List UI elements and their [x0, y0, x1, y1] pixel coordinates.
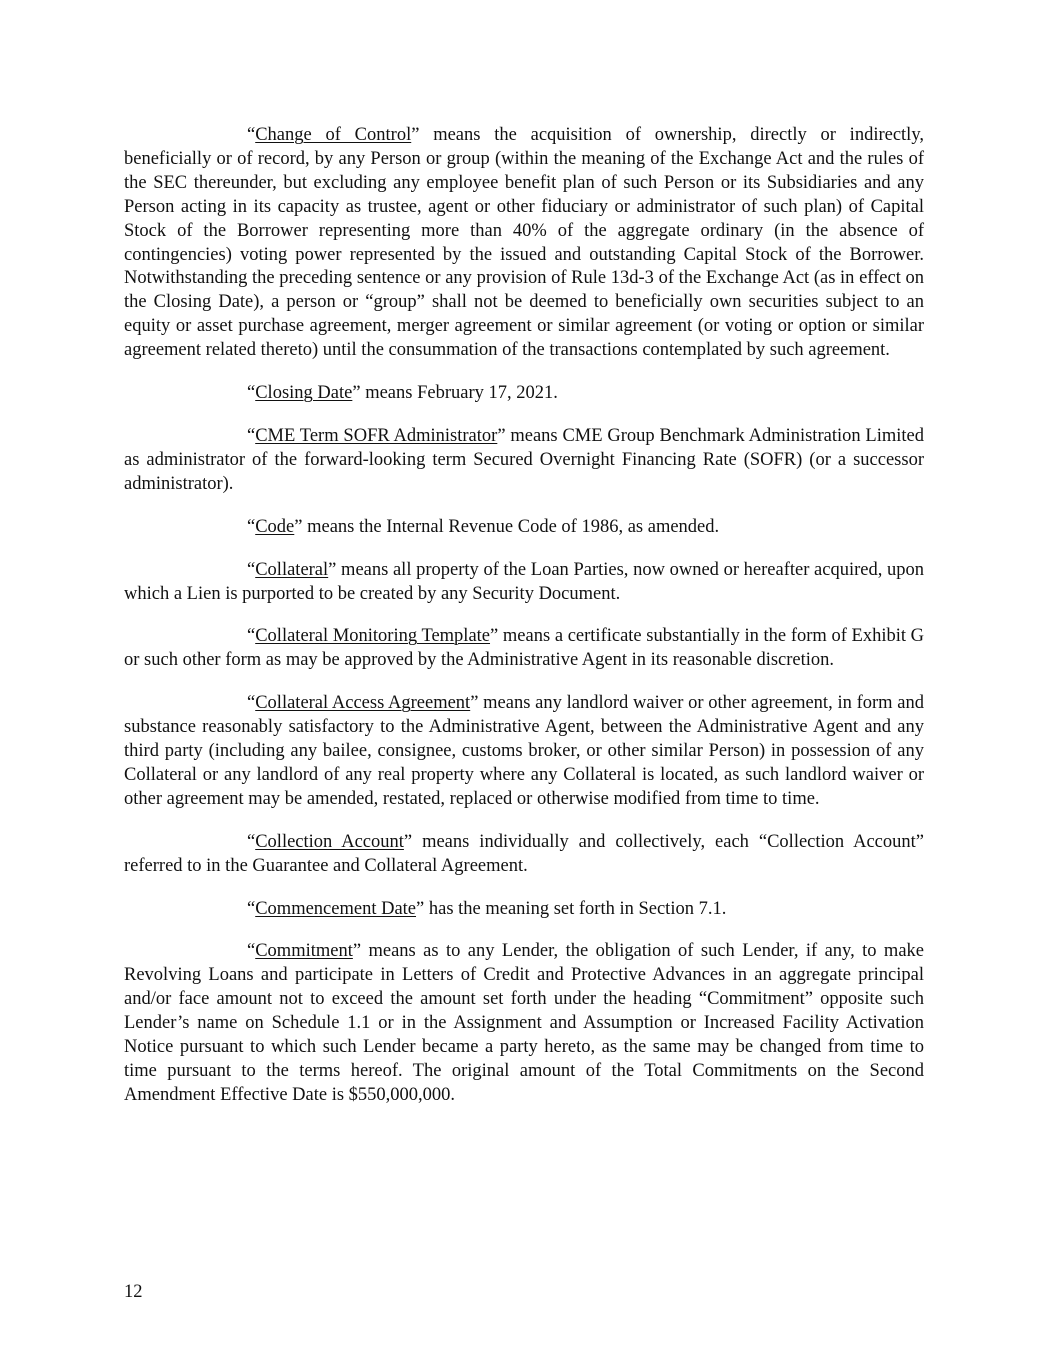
page-number: 12	[124, 1282, 143, 1302]
defined-term: CME Term SOFR Administrator	[255, 425, 498, 446]
definition-commitment: “Commitment” means as to any Lender, the obligation of such Lender, if any, to make Revolving Loans and participate in Letters of Credit and Protective Advances in an aggregate principal and/or face amount not to exceed the amount set forth under the heading “Commitment” opposite such Lender’s name on Schedule 1.1 or in the Assignment and Assumption or Increased Facility Activation Notice pursuant to which such Lender became a party hereto, as the same may be changed from time to time pursuant to the terms hereof. The original amount of the Total Commitments on the Second Amendment Effective Date is $550,000,000.	[124, 941, 924, 1105]
definition-text: means individually and collectively, each “Collection Account” referred to in the Guarantee and Collateral Agreement.	[124, 831, 924, 876]
definition-text: means the Internal Revenue Code of 1986, as amended.	[302, 516, 720, 537]
definition-text: means all property of the Loan Parties, now owned or hereafter acquired, upon which a Lien is purported to be created by any Security Document.	[124, 559, 924, 604]
definition-collection-account: “Collection Account” means individually and collectively, each “Collection Account” referred to in the Guarantee and Collateral Agreement.	[124, 831, 924, 876]
defined-term: Code	[255, 516, 295, 537]
defined-term: Change of Control	[255, 125, 412, 145]
definition-change-of-control: “Change of Control” means the acquisition of ownership, directly or indirectly, beneficially or of record, by any Person or group (within the meaning of the Exchange Act and the rules of the SEC thereunder, but excluding any employee benefit plan of such Person or its Subsidiaries and any Person acting in its capacity as trustee, agent or other fiduciary or administrator of such plan) of Capital Stock of the Borrower representing more than 40% of the aggregate ordinary (in the absence of contingencies) voting power represented by the issued and outstanding Capital Stock of the Borrower. Notwithstanding the preceding sentence or any provision of Rule 13d-3 of the Exchange Act (as in effect on the Closing Date), a person or “group” shall not be deemed to beneficially own securities subject to an equity or asset purchase agreement, merger agreement or similar agreement (or voting or option or similar agreement related thereto) until the consummation of the transactions contemplated by such agreement.	[124, 125, 924, 361]
definition-commencement-date: “Commencement Date” has the meaning set forth in Section 7.1.	[247, 898, 727, 919]
definition-closing-date: “Closing Date” means February 17, 2021.	[247, 383, 558, 404]
definition-text: has the meaning set forth in Section 7.1.	[424, 898, 727, 919]
definition-text: means February 17, 2021.	[360, 383, 558, 404]
definition-code: “Code” means the Internal Revenue Code of 1986, as amended.	[247, 516, 720, 537]
defined-term: Collateral Monitoring Template	[255, 626, 491, 647]
definition-text: means a certificate substantially in the form of Exhibit G or such other form as may be approved by the Administrative Agent in its reasonable discretion.	[124, 626, 925, 671]
definition-collateral-monitoring-template: “Collateral Monitoring Template” means a certificate substantially in the form of Exhibit G or such other form as may be approved by the Administrative Agent in its reasonable discretion.	[124, 626, 925, 671]
definition-collateral: “Collateral” means all property of the Loan Parties, now owned or hereafter acquired, upon which a Lien is purported to be created by any Security Document.	[124, 559, 924, 604]
definition-collateral-access-agreement: “Collateral Access Agreement” means any landlord waiver or other agreement, in form and substance reasonably satisfactory to the Administrative Agent, between the Administrative Agent and any third party (including any bailee, consignee, customs broker, or other similar Person) in possession of any Collateral or any landlord of any real property where any Collateral is located, as such landlord waiver or other agreement may be amended, restated, replaced or otherwise modified from time to time.	[124, 693, 924, 809]
defined-term: Collection Account	[255, 831, 404, 852]
definition-cme-term-sofr-administrator: “CME Term SOFR Administrator” means CME Group Benchmark Administration Limited as administrator of the forward-looking term Secured Overnight Financing Rate (SOFR) (or a successor administrator).	[124, 425, 925, 494]
document-page	[124, 124, 924, 1127]
defined-term: Collateral	[255, 559, 329, 580]
definition-text: means the acquisition of ownership, directly or indirectly, beneficially or of record, by any Person or group (within the meaning of the Exchange Act and the rules of the SEC thereunder, but excluding any employee benefit plan of such Person or its Subsidiaries and any Person acting in its capacity as trustee, agent or other fiduciary or administrator of such plan) of Capital Stock of the Borrower representing more than 40% of the aggregate ordinary (in the absence of contingencies) voting power represented by the issued and outstanding Capital Stock of the Borrower. Notwithstanding the preceding sentence or any provision of Rule 13d-3 of the Exchange Act (as in effect on the Closing Date), a person or “group” shall not be deemed to beneficially own securities subject to an equity or asset purchase agreement, merger agreement or similar agreement (or voting or option or similar agreement related thereto) until the consummation of the transactions contemplated by such agreement.	[124, 125, 924, 361]
definition-text: means any landlord waiver or other agreement, in form and substance reasonably satisfactory to the Administrative Agent, between the Administrative Agent and any third party (including any bailee, consignee, customs broker, or other similar Person) in possession of any Collateral or any landlord of any real property where any Collateral is located, as such landlord waiver or other agreement may be amended, restated, replaced or otherwise modified from time to time.	[124, 693, 924, 809]
defined-term: Collateral Access Agreement	[255, 693, 471, 714]
defined-term: Closing Date	[255, 383, 353, 404]
definition-text: means CME Group Benchmark Administration Limited as administrator of the forward-looking term Secured Overnight Financing Rate (SOFR) (or a successor administrator).	[124, 425, 925, 494]
defined-term: Commitment	[255, 941, 353, 962]
defined-term: Commencement Date	[255, 898, 417, 919]
definition-text: means as to any Lender, the obligation of such Lender, if any, to make Revolving Loans and participate in Letters of Credit and Protective Advances in an aggregate principal and/or face amount not to exceed the amount set forth under the heading “Commitment” opposite such Lender’s name on Schedule 1.1 or in the Assignment and Assumption or Increased Facility Activation Notice pursuant to which such Lender became a party hereto, as the same may be changed from time to time pursuant to the terms hereof. The original amount of the Total Commitments on the Second Amendment Effective Date is $550,000,000.	[124, 941, 924, 1105]
